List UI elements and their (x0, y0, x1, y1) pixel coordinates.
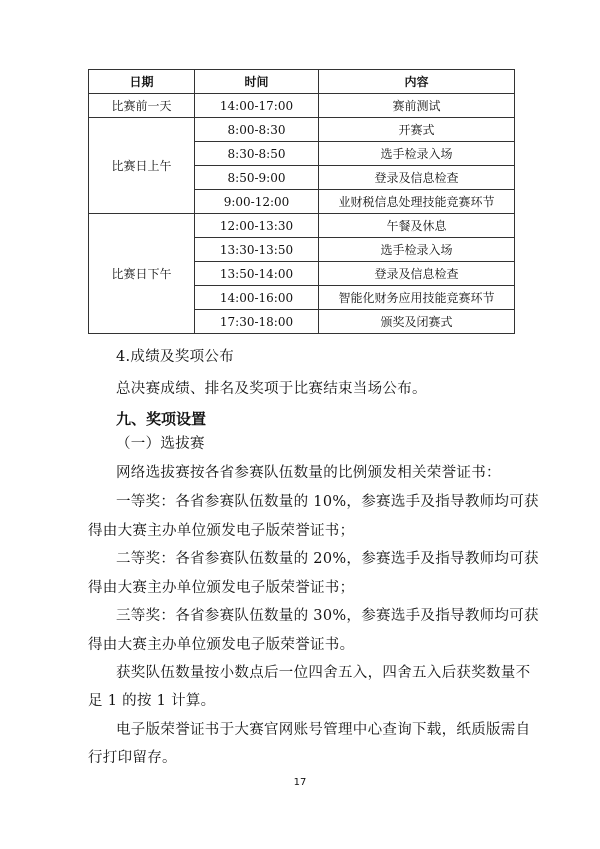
table-row (89, 214, 515, 238)
table-row (89, 94, 515, 118)
time-cell: 14:00-16:00 (195, 286, 319, 310)
time-cell: 17:30-18:00 (195, 310, 319, 334)
content-cell: 午餐及休息 (319, 214, 515, 238)
certificate-text-cont: 行打印留存。 (88, 750, 177, 766)
header-date: 日期 (89, 70, 195, 94)
page-number: 17 (293, 777, 307, 788)
table-row (89, 118, 515, 142)
second-prize-text: 二等奖：各省参赛队伍数量的 20%，参赛选手及指导教师均可获 (116, 551, 539, 567)
content-cell: 智能化财务应用技能竞赛环节 (319, 286, 515, 310)
date-cell: 比赛日下午 (89, 214, 195, 334)
item4-text: 总决赛成绩、排名及奖项于比赛结束当场公布。 (116, 381, 427, 397)
time-cell: 14:00-17:00 (195, 94, 319, 118)
header-content: 内容 (319, 70, 515, 94)
header-time: 时间 (195, 70, 319, 94)
third-prize-text-cont: 得由大赛主办单位颁发电子版荣誉证书。 (88, 637, 355, 653)
date-cell: 比赛前一天 (89, 94, 195, 118)
time-cell: 9:00-12:00 (195, 190, 319, 214)
date-cell: 比赛日上午 (89, 118, 195, 214)
content-cell: 登录及信息检查 (319, 166, 515, 190)
time-cell: 12:00-13:30 (195, 214, 319, 238)
time-cell: 8:50-9:00 (195, 166, 319, 190)
first-prize-text-cont: 得由大赛主办单位颁发电子版荣誉证书； (88, 523, 355, 539)
rounding-rule-text-cont: 足 1 的按 1 计算。 (88, 693, 216, 709)
certificate-text: 电子版荣誉证书于大赛官网账号管理中心查询下载，纸质版需自 (116, 722, 531, 738)
first-prize-text: 一等奖：各省参赛队伍数量的 10%，参赛选手及指导教师均可获 (116, 494, 539, 510)
content-cell: 登录及信息检查 (319, 262, 515, 286)
rounding-rule-text: 获奖队伍数量按小数点后一位四舍五入，四舍五入后获奖数量不 (116, 665, 531, 681)
content-cell: 业财税信息处理技能竞赛环节 (319, 190, 515, 214)
table-header-row (89, 70, 515, 94)
time-cell: 13:30-13:50 (195, 238, 319, 262)
schedule-table (88, 69, 515, 334)
content-cell: 开赛式 (319, 118, 515, 142)
intro-text: 网络选拔赛按各省参赛队伍数量的比例颁发相关荣誉证书： (116, 465, 501, 481)
subsection-1-heading: （一）选拔赛 (116, 436, 205, 452)
content-cell: 选手检录入场 (319, 238, 515, 262)
section-9-heading: 九、奖项设置 (116, 410, 207, 428)
content-cell: 颁奖及闭赛式 (319, 310, 515, 334)
content-cell: 赛前测试 (319, 94, 515, 118)
third-prize-text: 三等奖：各省参赛队伍数量的 30%，参赛选手及指导教师均可获 (116, 608, 539, 624)
time-cell: 8:30-8:50 (195, 142, 319, 166)
second-prize-text-cont: 得由大赛主办单位颁发电子版荣誉证书； (88, 580, 355, 596)
time-cell: 8:00-8:30 (195, 118, 319, 142)
item4-heading: 4.成绩及奖项公布 (116, 349, 235, 365)
content-cell: 选手检录入场 (319, 142, 515, 166)
time-cell: 13:50-14:00 (195, 262, 319, 286)
